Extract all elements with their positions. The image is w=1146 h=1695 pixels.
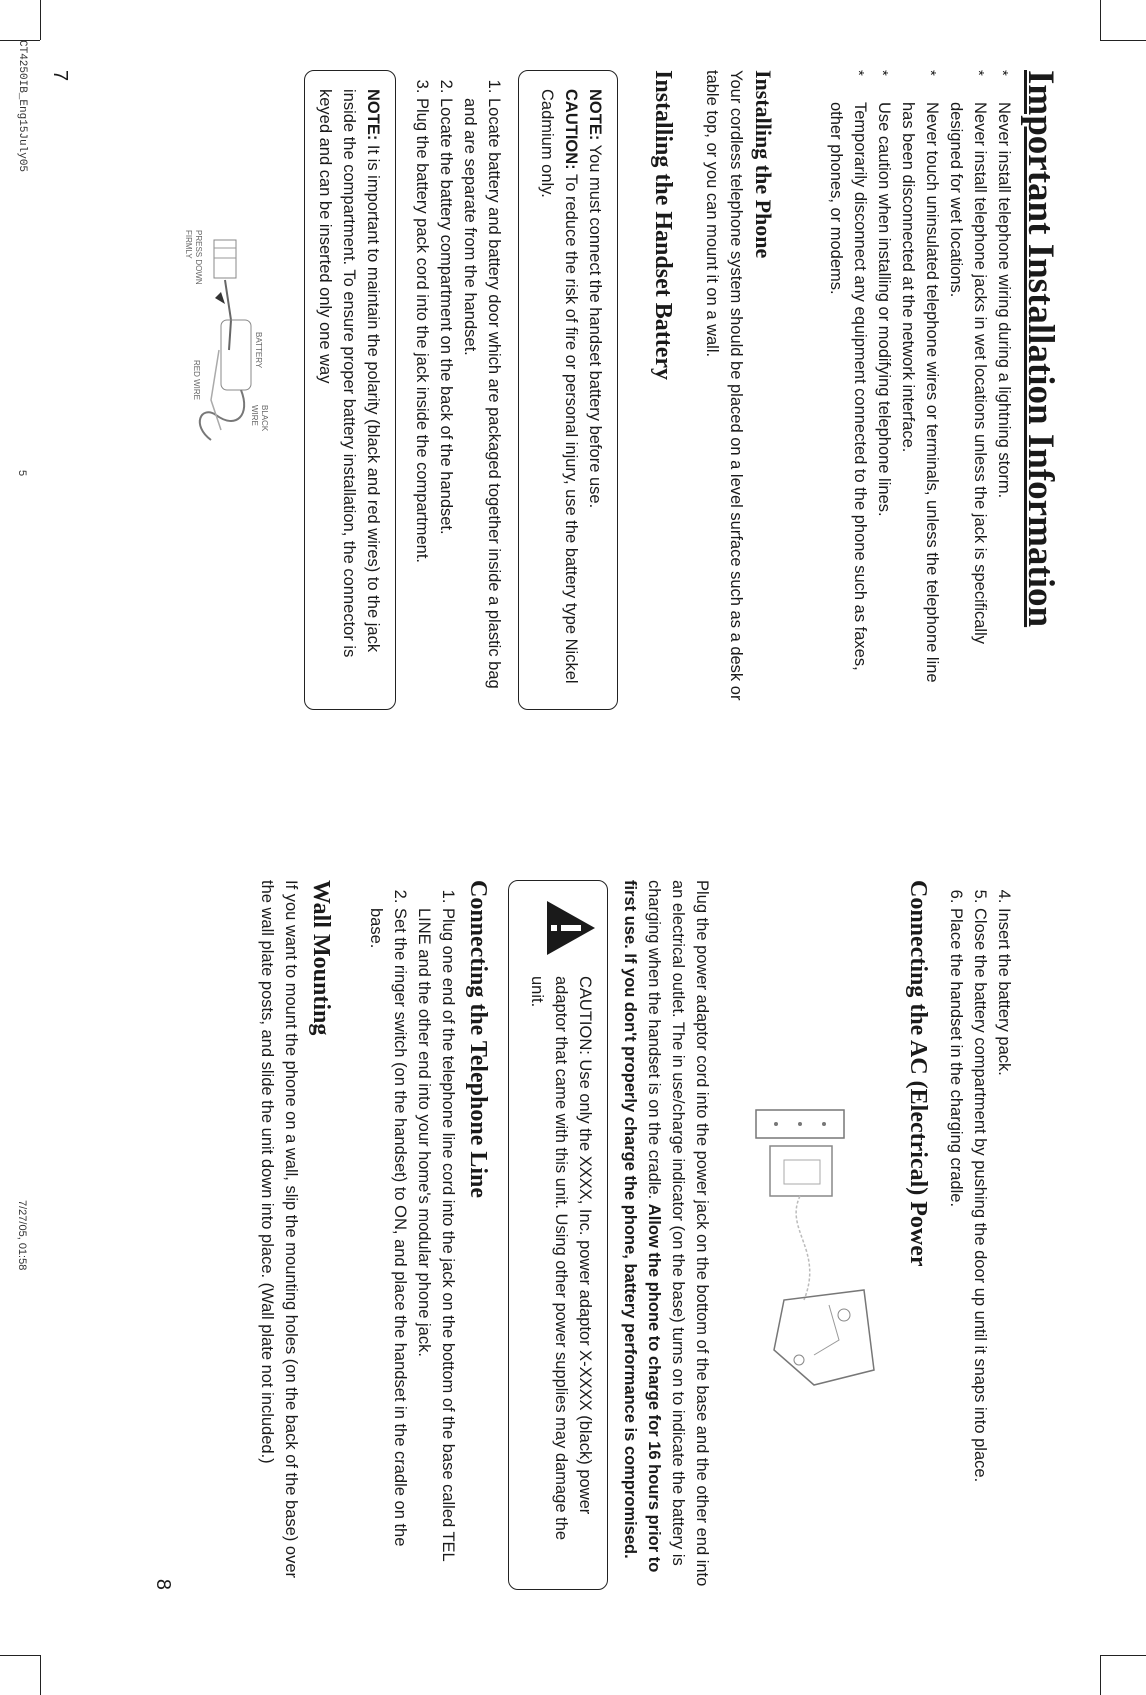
- installing-phone-text: Your cordless telephone system should be placed on a level surface such as a desk or table top, or you can mount it on a wall.: [703, 70, 745, 701]
- caution-text: To reduce the risk of fire or personal injury, use the battery type Nickel Cadmium only.: [538, 89, 580, 684]
- ac-power-bold: Allow the phone to charge for 16 hours prior to first use. If you don't properly charge the phone, battery performance is compromised.: [621, 880, 663, 1573]
- polarity-note-box: [304, 70, 396, 710]
- battery-steps: [410, 70, 506, 710]
- battery-heading: Installing the Handset Battery: [650, 70, 676, 381]
- battery-figure: [151, 200, 291, 500]
- list-item: 3. Plug the battery pack cord into the jack inside the compartment.: [410, 98, 434, 710]
- left-page: [0, 70, 1146, 710]
- steps-continued-wrap: [944, 880, 1016, 1590]
- warning-icon: [545, 899, 597, 957]
- list-item: * Never touch uninsulated telephone wires or terminals, unless the telephone line has been disconnected at the network interface.: [896, 70, 944, 710]
- footer-sheet: 5: [16, 470, 28, 477]
- footer-date: 7/27/05, 01:58: [16, 1200, 28, 1271]
- adaptor-illustration: [724, 1100, 884, 1400]
- note-label: NOTE:: [586, 89, 604, 141]
- ac-power-body: Plug the power adaptor cord into the power jack on the bottom of the base and the other end into an electrical outlet. The in use/charge indicator (on the base) turns on to indicate the battery is charging when the handset is on the cradle.: [645, 880, 711, 1587]
- press-label: PRESS DOWN FIRMLY: [184, 230, 203, 285]
- telephone-steps: [364, 880, 460, 1590]
- note-text: It is important to maintain the polarity (black and red wires) to the jack inside the compartment. To ensure proper battery installation, the connector is keyed and can be inserted only one way: [316, 89, 382, 658]
- wall-mounting-heading: Wall Mounting: [308, 880, 334, 1036]
- caution-text: CAUTION: Use only the XXXX, Inc. power adaptor X-XXXX (black) power adaptor that came with this unit. Using other power supplies may damage the unit.: [528, 976, 594, 1541]
- battery-connector-illustration: [151, 200, 291, 500]
- red-wire-label: RED WIRE: [192, 360, 201, 400]
- page-title: Important Installation Information: [1020, 70, 1061, 628]
- list-item: * Use caution when installing or modifying telephone lines.: [872, 70, 896, 710]
- safety-list: [824, 70, 1016, 710]
- right-page: [0, 880, 1146, 1590]
- caution-label: CAUTION:: [562, 89, 580, 170]
- footer-filename: CT4250IB_Eng15July05: [16, 40, 28, 173]
- steps-continued: [944, 880, 1016, 1590]
- list-item: * Never install telephone wiring during a lightning storm.: [992, 70, 1016, 710]
- telephone-line-heading: Connecting the Telephone Line: [465, 880, 491, 1199]
- installing-phone-heading: Installing the Phone: [751, 70, 776, 259]
- note-box: [518, 70, 618, 710]
- black-wire-label: BLACK WIRE: [250, 405, 269, 432]
- battery-steps-wrap: [410, 70, 506, 710]
- list-item: 4. Insert the battery pack.: [992, 908, 1016, 1590]
- list-item: 2. Locate the battery compartment on the back of the handset.: [434, 98, 458, 710]
- caution-box: [508, 880, 608, 1590]
- list-item: 5. Close the battery compartment by pushing the door up until it snaps into place.: [968, 908, 992, 1590]
- note-text: You must connect the handset battery before use.: [586, 140, 604, 509]
- list-item: 6. Place the handset in the charging cradle.: [944, 908, 968, 1590]
- battery-label: BATTERY: [254, 332, 263, 369]
- ac-power-heading: Connecting the AC (Electrical) Power: [905, 880, 931, 1267]
- list-item: 1. Plug one end of the telephone line cord into the jack on the bottom of the base called TEL LINE and the other end into your home's modular phone jack.: [412, 908, 460, 1590]
- list-item: 2. Set the ringer switch (on the handset) to ON, and place the handset in the cradle on the base.: [364, 908, 412, 1590]
- page-number: 8: [152, 1578, 174, 1590]
- telephone-steps-wrap: [364, 880, 460, 1590]
- wall-mounting-text: If you want to mount the phone on a wall, slip the mounting holes (on the back of the base) over the wall plate posts, and slide the unit down into place. (Wall plate not included.): [258, 880, 300, 1579]
- safety-list-wrap: [824, 70, 1016, 710]
- note-label: NOTE:: [364, 89, 382, 141]
- list-item: * Temporarily disconnect any equipment connected to the phone such as faxes, other phones, or modems.: [824, 70, 872, 710]
- list-item: * Never install telephone jacks in wet locations unless the jack is specifically designed for wet locations.: [944, 70, 992, 710]
- page-number: 7: [49, 70, 71, 82]
- ac-adaptor-figure: [724, 1100, 884, 1400]
- ac-power-text: [618, 880, 714, 1590]
- list-item: 1. Locate battery and battery door which are packaged together inside a plastic bag and are separate from the handset.: [458, 98, 506, 710]
